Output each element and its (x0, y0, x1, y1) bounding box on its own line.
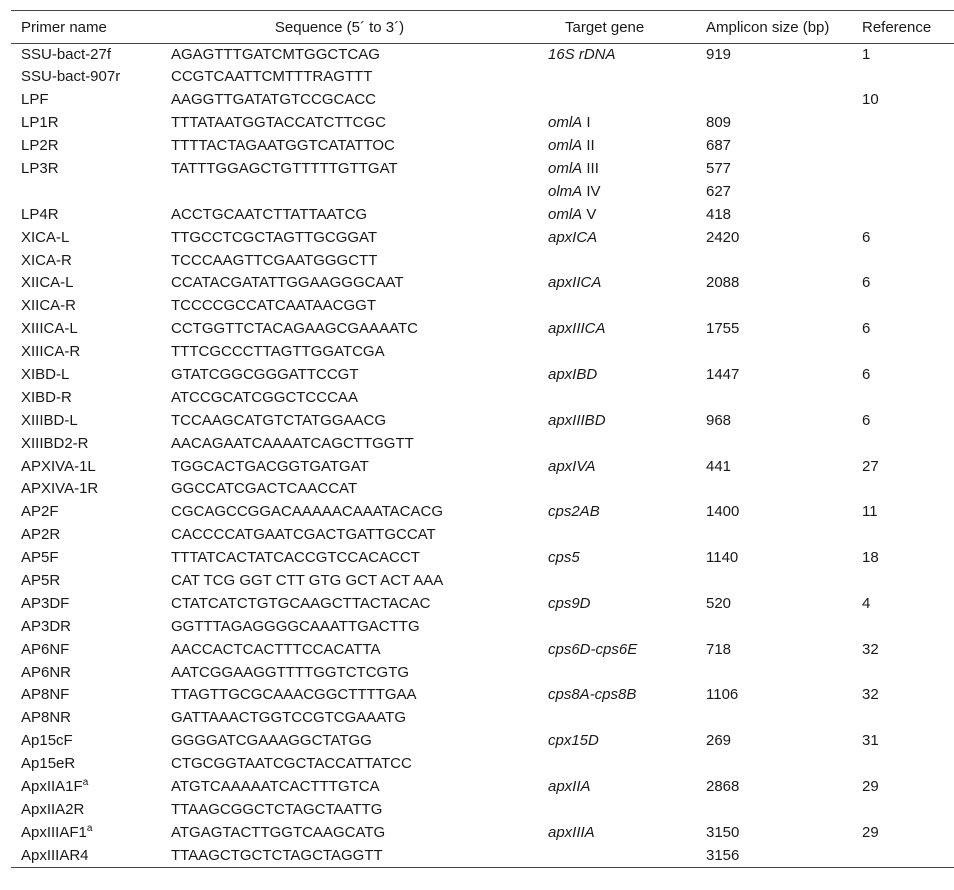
target-gene-cell (548, 478, 706, 501)
amplicon-size-cell: 687 (706, 137, 732, 155)
table-row (11, 181, 954, 204)
amplicon-size-cell: 809 (706, 114, 732, 132)
primer-name-cell (11, 387, 171, 410)
primer-name: LP2R (21, 137, 59, 155)
amplicon-size-cell (706, 66, 862, 89)
target-gene-cell (548, 295, 706, 318)
sequence-cell: ATCCGCATCGGCTCCCAA (171, 388, 358, 406)
target-gene-cell (548, 753, 706, 776)
target-gene-name: cps2AB (548, 503, 600, 521)
header-target-gene: Target gene (548, 11, 706, 44)
target-gene-name: omlA (548, 114, 583, 132)
table-row (11, 341, 954, 364)
table-row (11, 570, 954, 593)
primer-name-cell (11, 112, 171, 135)
primer-name-cell (11, 456, 171, 479)
target-gene-name: apxIIIBD (548, 411, 606, 429)
primer-name-cell (11, 181, 171, 204)
target-gene-name: apxIVA (548, 457, 596, 475)
amplicon-size-cell (706, 753, 862, 776)
footnote-marker: a (82, 777, 89, 788)
target-gene-cell (548, 593, 706, 616)
primer-name-cell (11, 295, 171, 318)
amplicon-size-cell: 3156 (706, 845, 862, 868)
primer-name: Ap15eR (21, 755, 76, 773)
target-gene-cell (548, 730, 706, 753)
sequence-cell: ACCTGCAATCTTATTAATCG (171, 205, 368, 223)
target-gene-name: apxIIIA (548, 823, 595, 841)
primer-name: XIIICA-R (21, 343, 81, 361)
sequence-cell: TTAAGCTGCTCTAGCTAGGTT (171, 845, 548, 868)
primer-name: LPF (21, 91, 49, 109)
sequence-cell: CTATCATCTGTGCAAGCTTACTACAC (171, 594, 431, 612)
reference-cell (862, 524, 954, 547)
primer-name: APXIVA-1L (21, 457, 96, 475)
sequence-cell: TCCAAGCATGTCTATGGAACG (171, 411, 387, 429)
amplicon-size-cell: 1106 (706, 686, 739, 704)
primer-name-cell (11, 753, 171, 776)
primer-name-cell (11, 570, 171, 593)
amplicon-size-cell: 718 (706, 640, 732, 658)
amplicon-size-cell: 1755 (706, 320, 740, 338)
footnote-marker: a (86, 822, 93, 834)
target-gene-cell (548, 112, 706, 135)
table-row (11, 44, 954, 67)
sequence-cell: TGGCACTGACGGTGATGAT (171, 457, 369, 475)
primer-name-cell (11, 593, 171, 616)
reference-cell: 6 (862, 228, 871, 246)
amplicon-size-cell: 1140 (706, 549, 739, 567)
primer-name: AP5F (21, 549, 59, 567)
primer-name-cell (11, 227, 171, 250)
target-gene-name: cps9D (548, 594, 591, 612)
table-row (11, 158, 954, 181)
table-row (11, 639, 954, 662)
target-gene-cell (548, 547, 706, 570)
primer-name-cell (11, 799, 171, 822)
target-gene-cell (548, 318, 706, 341)
reference-cell: 6 (862, 320, 871, 338)
primer-name-cell (11, 364, 171, 387)
target-gene-name: omlA (548, 205, 583, 223)
primer-name: LP4R (21, 205, 59, 223)
sequence-cell: CCATACGATATTGGAAGGGCAAT (171, 274, 404, 292)
target-gene-variant: V (582, 205, 597, 223)
reference-cell (862, 707, 954, 730)
primer-name: AP8NR (21, 709, 72, 727)
amplicon-size-cell (706, 662, 862, 685)
table-row (11, 776, 954, 799)
amplicon-size-cell: 627 (706, 182, 732, 200)
reference-cell (862, 478, 954, 501)
sequence-cell: ATGAGTACTTGGTCAAGCATG (171, 823, 386, 841)
reference-cell (862, 662, 954, 685)
table-row (11, 433, 954, 456)
primer-name: XIBD-L (21, 365, 70, 383)
target-gene-cell (548, 639, 706, 662)
primer-name: XICA-R (21, 251, 72, 269)
primer-name: SSU-bact-27f (21, 46, 112, 63)
reference-cell: 31 (862, 732, 879, 750)
sequence-cell: GGTTTAGAGGGGCAAATTGACTTG (171, 617, 420, 635)
primer-name: XICA-L (21, 228, 70, 246)
primer-name-cell (11, 44, 171, 67)
table-row (11, 753, 954, 776)
primer-name: XIIIBD2-R (21, 434, 89, 452)
primer-name-cell (11, 135, 171, 158)
primer-name: XIIICA-L (21, 320, 78, 338)
reference-cell (862, 387, 954, 410)
reference-cell (862, 341, 954, 364)
primer-name: ApxIIA2R (21, 800, 85, 818)
target-gene-variant: IV (582, 182, 601, 200)
table-row (11, 799, 954, 822)
reference-cell (862, 135, 954, 158)
primer-name-cell (11, 158, 171, 181)
table-row (11, 204, 954, 227)
primer-name: XIICA-R (21, 297, 77, 315)
table-row (11, 662, 954, 685)
target-gene-cell (548, 341, 706, 364)
primer-name: ApxIIIAR4 (21, 846, 89, 864)
amplicon-size-cell: 1400 (706, 503, 740, 521)
reference-cell (862, 181, 954, 204)
primer-name: AP6NR (21, 663, 72, 681)
target-gene-cell (548, 799, 706, 822)
target-gene-cell (548, 158, 706, 181)
sequence-cell: CCTGGTTCTACAGAAGCGAAAATC (171, 320, 418, 338)
reference-cell (862, 433, 954, 456)
reference-cell (862, 616, 954, 639)
table-row (11, 456, 954, 479)
sequence-cell: TCCCAAGTTCGAATGGGCTT (171, 251, 378, 269)
table-row (11, 318, 954, 341)
target-gene-cell (548, 776, 706, 799)
target-gene-name: apxIIA (548, 778, 591, 795)
amplicon-size-cell (706, 524, 862, 547)
amplicon-size-cell: 520 (706, 594, 732, 612)
target-gene-variant: II (582, 137, 595, 155)
amplicon-size-cell: 577 (706, 159, 732, 177)
reference-cell (862, 158, 954, 181)
target-gene-cell (548, 662, 706, 685)
amplicon-size-cell (706, 387, 862, 410)
sequence-cell: ATGTCAAAAATCACTTTGTCA (171, 778, 380, 795)
table-row (11, 227, 954, 250)
target-gene-name: cps8A-cps8B (548, 686, 637, 704)
primer-name: ApxIIIAF1 (21, 823, 87, 841)
target-gene-name: apxICA (548, 228, 598, 246)
target-gene-cell (548, 524, 706, 547)
target-gene-name: apxIIICA (548, 320, 606, 338)
reference-cell (862, 570, 954, 593)
sequence-cell: TTAGTTGCGCAAACGGCTTTTGAA (171, 686, 417, 704)
primer-name-cell (11, 616, 171, 639)
primer-name-cell (11, 478, 171, 501)
amplicon-size-cell: 2088 (706, 274, 740, 292)
target-gene-cell (548, 684, 706, 707)
sequence-cell: GTATCGGCGGGATTCCGT (171, 365, 359, 383)
table-row (11, 593, 954, 616)
target-gene-cell (548, 204, 706, 227)
primer-name-cell (11, 547, 171, 570)
primer-name: AP3DF (21, 594, 70, 612)
amplicon-size-cell (706, 433, 862, 456)
primer-name: SSU-bact-907r (21, 68, 121, 86)
table-row (11, 89, 954, 112)
target-gene-variant: III (582, 159, 599, 177)
reference-cell: 29 (862, 778, 879, 795)
primer-name-cell (11, 684, 171, 707)
amplicon-size-cell (706, 570, 862, 593)
amplicon-size-cell (706, 478, 862, 501)
reference-cell (862, 753, 954, 776)
header-reference: Reference (862, 11, 954, 44)
table-row (11, 250, 954, 273)
primer-table (11, 10, 954, 868)
target-gene-cell (548, 822, 706, 845)
table-row (11, 501, 954, 524)
table-row (11, 478, 954, 501)
sequence-cell: AGAGTTTGATCMTGGCTCAG (171, 46, 380, 63)
primer-name: ApxIIA1F (21, 778, 83, 795)
table-row (11, 112, 954, 135)
primer-name-cell (11, 776, 171, 799)
reference-cell: 10 (862, 91, 879, 109)
amplicon-size-cell (706, 250, 862, 273)
amplicon-size-cell (706, 341, 862, 364)
sequence-cell: TTGCCTCGCTAGTTGCGGAT (171, 228, 378, 246)
sequence-cell: GGGGATCGAAAGGCTATGG (171, 732, 372, 750)
reference-cell: 11 (862, 503, 878, 521)
reference-cell: 18 (862, 549, 879, 567)
reference-cell: 4 (862, 594, 871, 612)
reference-cell (862, 66, 954, 89)
sequence-cell: GATTAAACTGGTCCGTCGAAATG (171, 709, 407, 727)
sequence-cell: CCGTCAATTCMTTTRAGTTT (171, 68, 373, 86)
target-gene-name: omlA (548, 137, 583, 155)
amplicon-size-cell: 3150 (706, 823, 740, 841)
reference-cell (862, 250, 954, 273)
primer-name-cell (11, 89, 171, 112)
sequence-cell: AACAGAATCAAAATCAGCTTGGTT (171, 434, 414, 452)
primer-name-cell (11, 662, 171, 685)
target-gene-cell (548, 364, 706, 387)
amplicon-size-cell: 2868 (706, 778, 740, 795)
target-gene-cell (548, 227, 706, 250)
table-row (11, 730, 954, 753)
target-gene-cell (548, 501, 706, 524)
reference-cell (862, 204, 954, 227)
amplicon-size-cell: 441 (706, 457, 732, 475)
primer-name: LP1R (21, 114, 59, 132)
table-row (11, 547, 954, 570)
target-gene-name: 16S rDNA (548, 46, 616, 63)
target-gene-name: apxIBD (548, 365, 598, 383)
target-gene-cell (548, 845, 706, 868)
table-row (11, 707, 954, 730)
table-header (11, 11, 954, 44)
sequence-cell: CAT TCG GGT CTT GTG GCT ACT AAA (171, 571, 444, 589)
primer-name-cell (11, 822, 171, 845)
target-gene-name: apxIICA (548, 274, 602, 292)
primer-name-cell (11, 66, 171, 89)
target-gene-cell (548, 135, 706, 158)
header-amplicon-size: Amplicon size (bp) (706, 11, 862, 44)
primer-name-cell (11, 433, 171, 456)
primer-name-cell (11, 318, 171, 341)
target-gene-cell (548, 387, 706, 410)
primer-name: LP3R (21, 159, 59, 177)
target-gene-cell (548, 66, 706, 89)
table-row (11, 364, 954, 387)
sequence-cell: TATTTGGAGCTGTTTTTGTTGAT (171, 159, 398, 177)
table-row (11, 387, 954, 410)
target-gene-cell (548, 250, 706, 273)
primer-name-cell (11, 524, 171, 547)
amplicon-size-cell (706, 616, 862, 639)
table-row (11, 66, 954, 89)
table-row (11, 410, 954, 433)
sequence-cell (171, 181, 548, 204)
sequence-cell: GGCCATCGACTCAACCAT (171, 480, 358, 498)
primer-name: XIBD-R (21, 388, 72, 406)
reference-cell (862, 799, 954, 822)
sequence-cell: AATCGGAAGGTTTTGGTCTCGTG (171, 663, 410, 681)
target-gene-name: cpx15D (548, 732, 599, 750)
amplicon-size-cell (706, 295, 862, 318)
primer-name: Ap15cF (21, 732, 73, 750)
header-row (11, 11, 954, 44)
target-gene-cell (548, 707, 706, 730)
sequence-cell: TTTATAATGGTACCATCTTCGC (171, 114, 386, 132)
amplicon-size-cell: 269 (706, 732, 732, 750)
target-gene-variant: I (582, 114, 591, 132)
primer-name: XIIIBD-L (21, 411, 78, 429)
reference-cell: 6 (862, 365, 871, 383)
table-row (11, 684, 954, 707)
sequence-cell: TTTTACTAGAATGGTCATATTOC (171, 137, 395, 155)
target-gene-cell (548, 181, 706, 204)
table-row (11, 524, 954, 547)
amplicon-size-cell: 418 (706, 205, 732, 223)
target-gene-name: omlA (548, 159, 583, 177)
primer-name: AP6NF (21, 640, 70, 658)
target-gene-cell (548, 272, 706, 295)
target-gene-cell (548, 616, 706, 639)
reference-cell: 29 (862, 823, 879, 841)
amplicon-size-cell (706, 799, 862, 822)
target-gene-cell (548, 433, 706, 456)
reference-cell (862, 845, 954, 868)
header-primer-name: Primer name (11, 11, 171, 44)
sequence-cell: TTTCGCCCTTAGTTGGATCGA (171, 343, 385, 361)
amplicon-size-cell (706, 89, 862, 112)
primer-name-cell (11, 250, 171, 273)
table-row (11, 616, 954, 639)
target-gene-cell (548, 89, 706, 112)
target-gene-name: cps6D-cps6E (548, 640, 638, 658)
header-sequence: Sequence (5´ to 3´) (171, 11, 548, 44)
reference-cell: 27 (862, 457, 879, 475)
target-gene-cell (548, 456, 706, 479)
target-gene-name: cps5 (548, 549, 580, 567)
primer-name: XIICA-L (21, 274, 74, 292)
table-row (11, 822, 954, 845)
primer-name-cell (11, 501, 171, 524)
table-row (11, 272, 954, 295)
primer-name-cell (11, 272, 171, 295)
target-gene-cell (548, 570, 706, 593)
target-gene-cell (548, 410, 706, 433)
sequence-cell: TTAAGCGGCTCTAGCTAATTG (171, 800, 383, 818)
sequence-cell: CACCCCATGAATCGACTGATTGCCAT (171, 526, 436, 544)
primer-name: AP2F (21, 503, 59, 521)
table-row (11, 295, 954, 318)
sequence-cell: AAGGTTGATATGTCCGCACC (171, 91, 376, 109)
reference-cell: 6 (862, 411, 871, 429)
primer-name-cell (11, 845, 171, 868)
primer-name-cell (11, 639, 171, 662)
reference-cell (862, 295, 954, 318)
primer-name-cell (11, 410, 171, 433)
table-row (11, 845, 954, 868)
primer-name: APXIVA-1R (21, 480, 99, 498)
table-row (11, 135, 954, 158)
reference-cell (862, 112, 954, 135)
primer-name: AP2R (21, 526, 61, 544)
sequence-cell: CGCAGCCGGACAAAAACAAATACACG (171, 503, 443, 521)
primer-name-cell (11, 204, 171, 227)
reference-cell: 6 (862, 274, 871, 292)
reference-cell: 32 (862, 640, 879, 658)
target-gene-name: olmA (548, 182, 583, 200)
sequence-cell: CTGCGGTAATCGCTACCATTATCC (171, 755, 412, 773)
amplicon-size-cell: 2420 (706, 228, 740, 246)
amplicon-size-cell: 1447 (706, 365, 740, 383)
table-body (11, 44, 954, 868)
sequence-cell: TCCCCGCCATCAATAACGGT (171, 297, 376, 315)
reference-cell: 32 (862, 686, 879, 704)
sequence-cell: AACCACTCACTTTCCACATTA (171, 640, 381, 658)
amplicon-size-cell: 968 (706, 411, 732, 429)
primer-name-cell (11, 730, 171, 753)
primer-name-cell (11, 707, 171, 730)
sequence-cell: TTTATCACTATCACCGTCCACACCT (171, 549, 420, 567)
primer-name: AP8NF (21, 686, 70, 704)
target-gene-cell (548, 44, 706, 67)
reference-cell: 1 (862, 46, 871, 63)
amplicon-size-cell: 919 (706, 46, 732, 63)
primer-name: AP3DR (21, 617, 72, 635)
amplicon-size-cell (706, 707, 862, 730)
primer-name-cell (11, 341, 171, 364)
primer-table-container (11, 10, 932, 868)
primer-name: AP5R (21, 571, 61, 589)
